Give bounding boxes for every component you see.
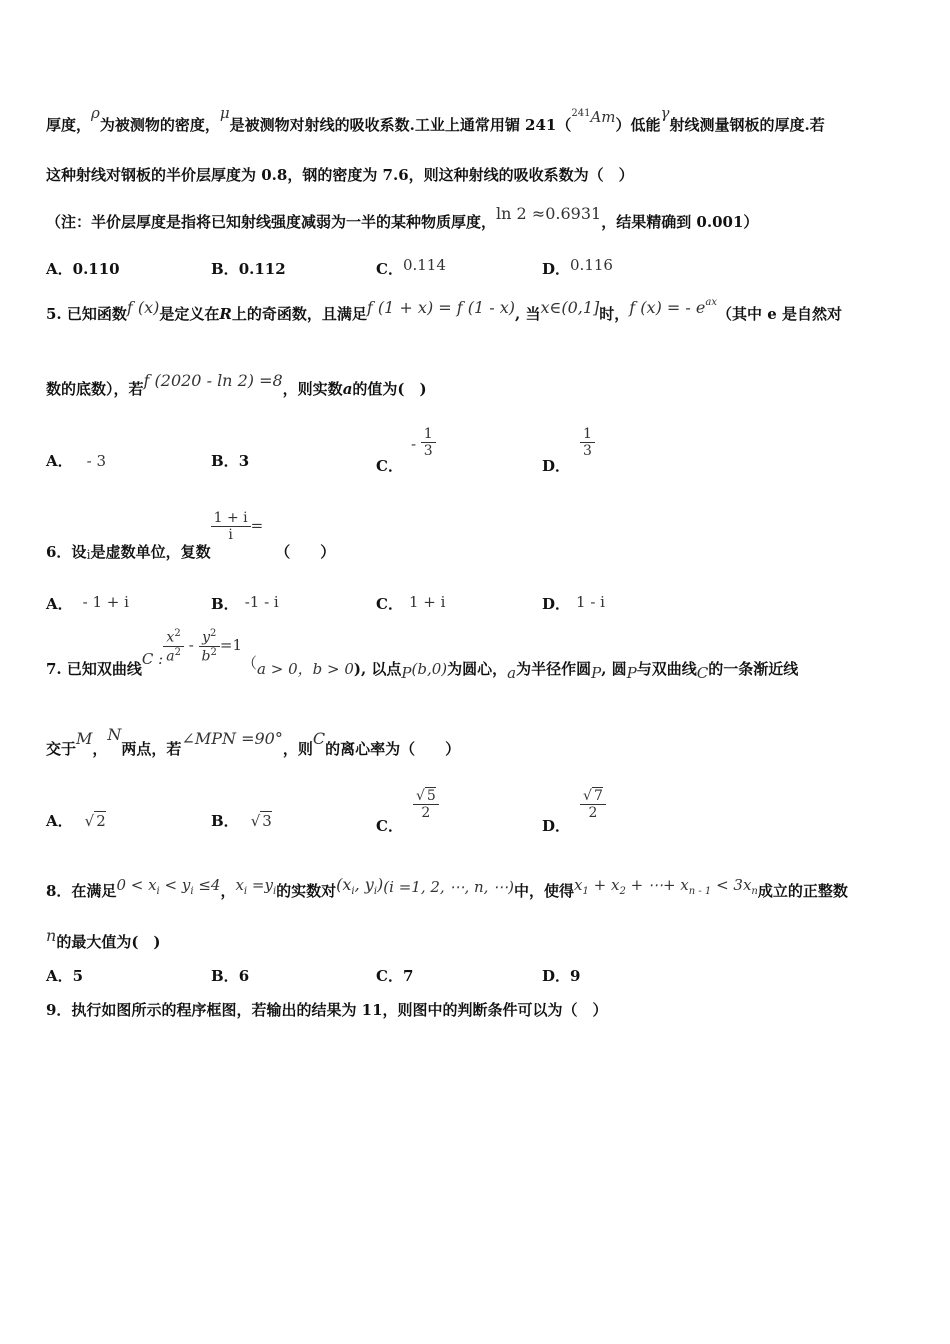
pair-part: , y (354, 875, 374, 894)
label: C． (376, 595, 403, 613)
label: D． (542, 456, 571, 475)
q7-option-d[interactable] (542, 788, 606, 835)
fraction (580, 426, 595, 459)
rho-symbol: ρ (91, 104, 100, 122)
text: , 圆 (601, 660, 627, 679)
pair (336, 875, 384, 898)
q6-option-b[interactable] (211, 593, 279, 614)
condition: f (1 + x) = f (1 - x) (366, 298, 516, 317)
value: 7 (402, 967, 414, 985)
text: 上的奇函数，且满足 (231, 305, 367, 323)
q7-option-a[interactable]: A． √ 2 (46, 812, 106, 830)
text: （其中 e 是自然对 (716, 305, 842, 323)
sign: - (410, 434, 421, 453)
text: 的实数对 (276, 882, 337, 900)
label: D． (542, 595, 571, 613)
a-var: a (507, 664, 517, 683)
text: 是虚数单位，复数 (90, 542, 211, 561)
text: 为圆心， (447, 660, 508, 679)
a-var: a (166, 648, 175, 665)
q8-line-1 (46, 875, 848, 903)
text: 5. 已知函数 (46, 305, 127, 323)
label: C． (376, 967, 403, 985)
radicand: 2 (96, 812, 106, 830)
text: 8．在满足 (46, 882, 117, 900)
label: C． (376, 260, 403, 278)
q4-line-3 (46, 204, 759, 232)
sub: 1 (582, 886, 589, 897)
value: -1 - i (244, 593, 279, 611)
denominator: 3 (423, 443, 433, 459)
q4-option-b[interactable] (211, 258, 286, 279)
q5-option-c[interactable] (376, 426, 436, 475)
denominator: i (228, 527, 233, 543)
text: 6．设 (46, 542, 87, 561)
sup: 2 (210, 646, 217, 658)
value: 1 + i (408, 593, 446, 611)
denominator: 3 (583, 443, 592, 459)
comma: ， (92, 740, 108, 758)
numerator: 1 (580, 426, 595, 443)
comma: ， (220, 882, 236, 900)
q8-option-c[interactable] (376, 965, 413, 986)
index-range: (i =1, 2, ⋯, n, ⋯) (383, 878, 515, 896)
ineq-part: 0 < x (116, 876, 157, 894)
label: B． (211, 452, 239, 470)
P-coord: (b,0) (411, 660, 448, 679)
mu-symbol: μ (219, 104, 230, 122)
q8-option-d[interactable] (542, 965, 580, 986)
R-symbol: R (219, 305, 232, 323)
q6-option-d[interactable] (542, 593, 605, 614)
exponent: ax (705, 297, 717, 308)
sum-part: x (574, 876, 583, 894)
sub: i (156, 886, 160, 897)
q4-option-d[interactable] (542, 258, 613, 279)
equals-one: =1 (219, 636, 243, 655)
numerator: 1 + i (211, 510, 251, 527)
definition: f (x) = - e (629, 298, 706, 317)
label: C． (376, 816, 403, 835)
inequality (116, 876, 221, 897)
value: 0.114 (402, 256, 446, 274)
radicand: 3 (262, 812, 272, 830)
n-symbol: n (46, 926, 57, 945)
q7-line-1 (46, 628, 799, 683)
text: 与双曲线 (636, 660, 697, 679)
text: , 当 (515, 305, 541, 323)
text: 射线测量钢板的厚度.若 (669, 116, 825, 134)
a-var: a (342, 380, 353, 398)
radicand: 7 (593, 788, 603, 804)
P-symbol: P (626, 664, 637, 683)
denominator: 2 (421, 805, 431, 821)
label: A． (46, 812, 73, 830)
text: 7. 已知双曲线 (46, 660, 142, 679)
text: 数的底数），若 (46, 380, 144, 398)
label: B． (211, 595, 239, 613)
q6-option-a[interactable] (46, 593, 129, 614)
equation (235, 876, 277, 897)
condition: a > 0，b > 0 (257, 660, 354, 679)
sub: n (751, 886, 758, 897)
label: B． (211, 812, 239, 830)
text: 两点，若 (121, 740, 182, 758)
label: B． (211, 967, 239, 985)
label: C． (376, 456, 403, 475)
q6-option-c[interactable] (376, 593, 445, 614)
value: 9 (570, 967, 581, 985)
q4-option-c[interactable] (376, 258, 446, 279)
angle: ∠MPN =90° (181, 729, 283, 748)
C-symbol: C : (141, 650, 164, 669)
b-var: b (201, 648, 211, 665)
am-symbol: Am (590, 108, 616, 126)
sub: i (272, 886, 277, 897)
i-symbol: i (86, 547, 91, 563)
q6-line (46, 510, 336, 563)
text: 成立的正整数 (757, 882, 848, 900)
sum-inequality (574, 876, 758, 897)
fraction: $\frac{√ 7}{2}$ (580, 788, 606, 821)
eq-part: =y (247, 876, 273, 894)
fx: f (x) (126, 298, 160, 317)
text: ）低能 (615, 116, 661, 134)
am-superscript: 241 (571, 108, 591, 119)
q8-option-a[interactable] (46, 965, 83, 986)
N-symbol: N (107, 725, 122, 744)
q9-line: 9．执行如图所示的程序框图，若输出的结果为 11，则图中的判断条件可以为（ ） (46, 1001, 608, 1019)
q4-line-1 (46, 104, 825, 135)
q5-option-b[interactable] (211, 450, 249, 471)
minus: - (183, 636, 199, 655)
label: D． (542, 260, 571, 278)
sup: 2 (174, 628, 181, 639)
sub: i (190, 886, 194, 897)
label: D． (542, 967, 571, 985)
gamma-symbol: γ (660, 104, 670, 122)
sub: n - 1 (688, 886, 712, 897)
sup: 2 (209, 628, 217, 639)
text: 中，使得 (514, 882, 575, 900)
x-var: x (166, 629, 175, 646)
radicand: 5 (426, 788, 436, 804)
sub: 2 (619, 886, 626, 897)
value: 3 (238, 452, 250, 470)
label: A． (46, 452, 73, 470)
value: 0.116 (570, 256, 613, 274)
label: A． (46, 595, 73, 613)
numerator: 1 (421, 426, 436, 443)
C-symbol: C (312, 729, 326, 748)
text: 时， (599, 305, 630, 323)
text: 的最大值为( ) (56, 933, 161, 951)
q4-line-2: 这种射线对钢板的半价层厚度为 0.8，钢的密度为 7.6，则这种射线的吸收系数为（ ） (46, 166, 634, 184)
text: 为被测物的密度， (99, 116, 220, 134)
y-fraction (199, 628, 220, 664)
x-fraction (163, 628, 184, 664)
sub: i (351, 886, 355, 898)
text: ，则 (282, 740, 313, 758)
equals: = (250, 516, 264, 535)
q7-option-c[interactable] (376, 788, 439, 835)
text: ，则实数 (282, 380, 343, 398)
P-symbol: P (591, 664, 602, 683)
value: 5 (72, 967, 84, 985)
q4-option-a[interactable] (46, 258, 120, 279)
ineq-part: < y (159, 876, 191, 894)
given: f (2020 - ln 2) =8 (143, 371, 283, 390)
value: - 3 (86, 452, 107, 470)
eq-part: x (235, 876, 244, 894)
value: 0.112 (238, 260, 286, 278)
label: A． (46, 967, 73, 985)
sub: i (373, 886, 378, 898)
text: 是被测物对射线的吸收系数.工业上通常用镅 241（ (229, 116, 572, 134)
fraction: $\frac{√ 5}{2}$ (413, 788, 439, 821)
text: 交于 (46, 740, 77, 758)
domain: x∈(0,1] (540, 298, 600, 317)
q8-option-b[interactable] (211, 965, 249, 986)
q5-option-a[interactable] (46, 450, 106, 471)
label: D． (542, 816, 571, 835)
text: 为半径作圆 (516, 660, 592, 679)
ineq-part: ≤4 (193, 876, 221, 894)
fraction (421, 426, 436, 459)
value: 0.110 (72, 260, 120, 278)
text: （ ） (275, 542, 336, 561)
q5-line-1 (46, 297, 842, 324)
text: 的一条渐近线 (708, 660, 799, 679)
M-symbol: M (76, 729, 93, 748)
q7-option-b[interactable]: B． √ 3 (211, 812, 272, 830)
pair-part: (x (336, 875, 352, 894)
q8-line-2 (46, 926, 161, 952)
fraction (211, 510, 251, 543)
text: 是定义在 (159, 305, 220, 323)
q5-line-2 (46, 371, 427, 399)
value: 6 (238, 967, 250, 985)
sum-part: + ⋯+ x (625, 876, 689, 894)
P-symbol: P (401, 664, 412, 683)
sub: i (243, 886, 248, 897)
C-symbol: C (696, 664, 709, 683)
text: 厚度， (46, 116, 92, 134)
text: 的离心率为（ ） (325, 740, 461, 758)
value: - 1 + i (82, 593, 129, 611)
q7-line-2 (46, 725, 461, 759)
sum-part: < 3x (711, 876, 752, 894)
label: B． (211, 260, 239, 278)
paren: （ (242, 654, 258, 673)
sup: 2 (174, 646, 181, 658)
text: ，结果精确到 0.001） (601, 213, 759, 231)
text: （注：半价层厚度是指将已知射线强度减弱为一半的某种物质厚度， (46, 213, 497, 231)
q5-option-d[interactable] (542, 426, 595, 475)
pair-part: ) (377, 875, 384, 894)
value: 1 - i (576, 593, 605, 611)
text: 的值为( ) (352, 380, 427, 398)
sum-part: + x (588, 876, 620, 894)
ln2-approx: ln 2 ≈0.6931 (496, 204, 602, 223)
denominator: 2 (588, 805, 598, 821)
label: A． (46, 260, 73, 278)
y-var: y (202, 629, 210, 646)
text: ), 以点 (353, 660, 402, 679)
